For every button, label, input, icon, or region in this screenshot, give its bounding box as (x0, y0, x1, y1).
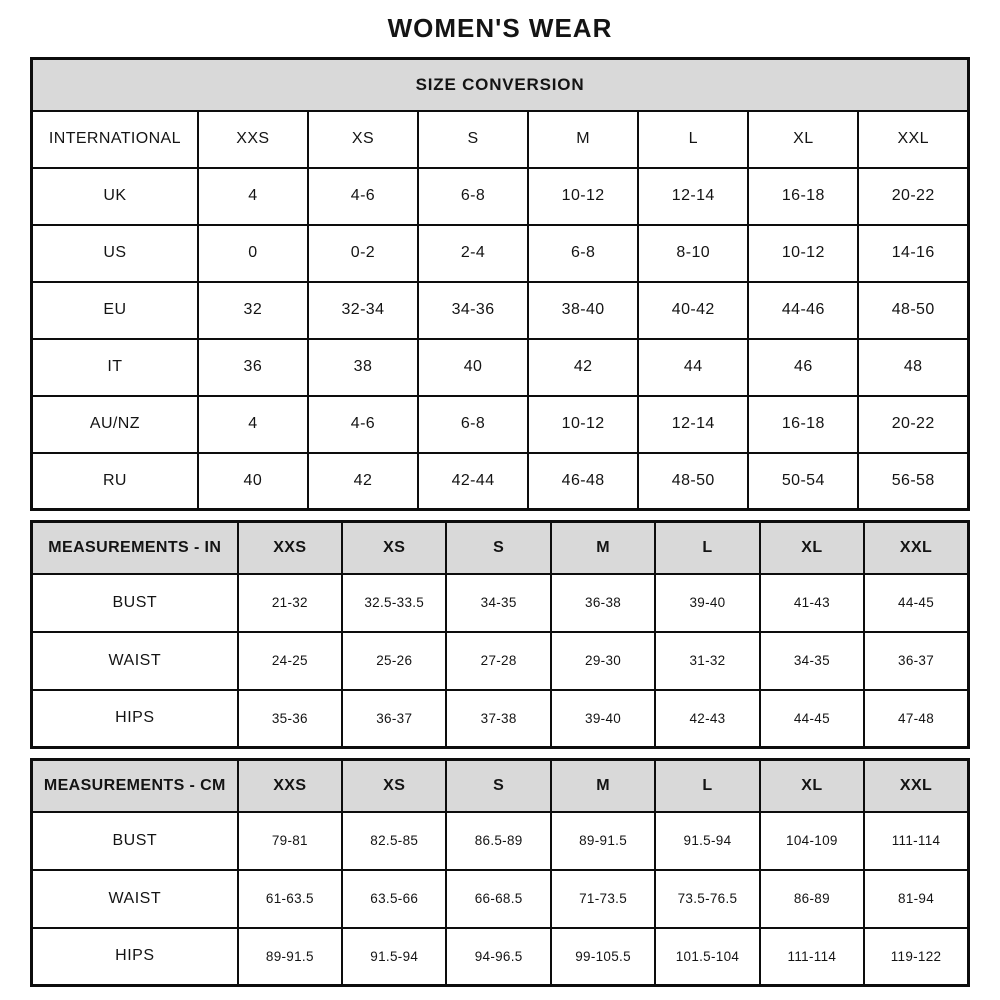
size-value: 48-50 (638, 453, 748, 510)
row-label: RU (32, 453, 198, 510)
size-value: 40 (198, 453, 308, 510)
size-value: 20-22 (858, 396, 968, 453)
spacer (0, 511, 1000, 520)
size-value: 42 (308, 453, 418, 510)
size-conversion-table (30, 57, 970, 511)
table-row (32, 574, 969, 632)
table-row (32, 168, 969, 225)
table-row (32, 453, 969, 510)
table-row (32, 690, 969, 748)
row-label: IT (32, 339, 198, 396)
size-value: 6-8 (418, 396, 528, 453)
size-value: 14-16 (858, 225, 968, 282)
size-value: 4 (198, 396, 308, 453)
measurement-value: 101.5-104 (655, 928, 759, 986)
column-label: XS (308, 111, 418, 168)
measurement-value: 37-38 (446, 690, 550, 748)
row-label: HIPS (32, 928, 238, 986)
measurement-value: 31-32 (655, 632, 759, 690)
size-value: 4 (198, 168, 308, 225)
measurement-value: 119-122 (864, 928, 968, 986)
column-label: M (551, 522, 655, 574)
size-value: 36 (198, 339, 308, 396)
column-label: L (655, 760, 759, 812)
column-label: XXS (238, 760, 342, 812)
title-bar (0, 0, 1000, 57)
column-label: S (446, 760, 550, 812)
size-value: 40-42 (638, 282, 748, 339)
measurement-value: 86-89 (760, 870, 864, 928)
measurement-value: 21-32 (238, 574, 342, 632)
row-label: AU/NZ (32, 396, 198, 453)
column-label: XS (342, 760, 446, 812)
size-value: 34-36 (418, 282, 528, 339)
measurement-value: 36-37 (864, 632, 968, 690)
measurement-value: 94-96.5 (446, 928, 550, 986)
measurement-value: 41-43 (760, 574, 864, 632)
size-value: 12-14 (638, 396, 748, 453)
size-value: 4-6 (308, 168, 418, 225)
measurement-value: 44-45 (760, 690, 864, 748)
column-label: XXL (858, 111, 968, 168)
measurement-value: 86.5-89 (446, 812, 550, 870)
measurement-value: 91.5-94 (342, 928, 446, 986)
table-row (32, 339, 969, 396)
measurement-value: 89-91.5 (551, 812, 655, 870)
measurement-value: 36-37 (342, 690, 446, 748)
size-value: 10-12 (748, 225, 858, 282)
size-value: 38 (308, 339, 418, 396)
measurement-value: 82.5-85 (342, 812, 446, 870)
size-value: 16-18 (748, 168, 858, 225)
measurements-cm-header: MEASUREMENTS - CM (32, 760, 238, 812)
measurement-value: 89-91.5 (238, 928, 342, 986)
measurement-value: 34-35 (760, 632, 864, 690)
size-conversion-header: SIZE CONVERSION (32, 59, 969, 111)
column-label: L (638, 111, 748, 168)
table-row (32, 396, 969, 453)
row-label: HIPS (32, 690, 238, 748)
row-label: WAIST (32, 870, 238, 928)
measurements-in-header: MEASUREMENTS - IN (32, 522, 238, 574)
size-value: 0 (198, 225, 308, 282)
measurement-value: 24-25 (238, 632, 342, 690)
size-value: 46 (748, 339, 858, 396)
size-value: 6-8 (418, 168, 528, 225)
measurement-value: 81-94 (864, 870, 968, 928)
measurement-value: 39-40 (551, 690, 655, 748)
column-labels-row (32, 111, 969, 168)
measurement-value: 104-109 (760, 812, 864, 870)
size-value: 44 (638, 339, 748, 396)
table-header-row (32, 760, 969, 812)
column-label: S (446, 522, 550, 574)
measurement-value: 35-36 (238, 690, 342, 748)
column-label: XL (760, 522, 864, 574)
column-label: M (528, 111, 638, 168)
measurement-value: 47-48 (864, 690, 968, 748)
size-value: 46-48 (528, 453, 638, 510)
size-value: 56-58 (858, 453, 968, 510)
column-label: XXL (864, 760, 968, 812)
measurement-value: 71-73.5 (551, 870, 655, 928)
measurement-value: 73.5-76.5 (655, 870, 759, 928)
measurement-value: 63.5-66 (342, 870, 446, 928)
size-value: 10-12 (528, 396, 638, 453)
measurement-value: 36-38 (551, 574, 655, 632)
size-value: 32 (198, 282, 308, 339)
row-label: BUST (32, 574, 238, 632)
measurements-in-table (30, 520, 970, 749)
column-label: L (655, 522, 759, 574)
row-label: INTERNATIONAL (32, 111, 198, 168)
size-value: 42 (528, 339, 638, 396)
column-label: XL (748, 111, 858, 168)
table-row (32, 632, 969, 690)
measurement-value: 44-45 (864, 574, 968, 632)
table-row (32, 928, 969, 986)
size-value: 12-14 (638, 168, 748, 225)
column-label: M (551, 760, 655, 812)
size-value: 20-22 (858, 168, 968, 225)
size-value: 48-50 (858, 282, 968, 339)
table-row (32, 225, 969, 282)
measurement-value: 25-26 (342, 632, 446, 690)
column-label: S (418, 111, 528, 168)
table-row (32, 812, 969, 870)
measurement-value: 34-35 (446, 574, 550, 632)
row-label: US (32, 225, 198, 282)
table-header-row (32, 59, 969, 111)
size-value: 42-44 (418, 453, 528, 510)
column-label: XS (342, 522, 446, 574)
size-value: 2-4 (418, 225, 528, 282)
measurement-value: 32.5-33.5 (342, 574, 446, 632)
size-value: 32-34 (308, 282, 418, 339)
measurements-cm-table (30, 758, 970, 987)
size-value: 0-2 (308, 225, 418, 282)
size-value: 8-10 (638, 225, 748, 282)
size-value: 48 (858, 339, 968, 396)
measurement-value: 91.5-94 (655, 812, 759, 870)
row-label: BUST (32, 812, 238, 870)
column-label: XXS (238, 522, 342, 574)
page-title: WOMEN'S WEAR (387, 13, 613, 43)
size-value: 44-46 (748, 282, 858, 339)
measurement-value: 66-68.5 (446, 870, 550, 928)
column-label: XXL (864, 522, 968, 574)
size-value: 10-12 (528, 168, 638, 225)
row-label: WAIST (32, 632, 238, 690)
table-row (32, 870, 969, 928)
measurement-value: 42-43 (655, 690, 759, 748)
table-header-row (32, 522, 969, 574)
measurement-value: 79-81 (238, 812, 342, 870)
measurement-value: 39-40 (655, 574, 759, 632)
measurement-value: 111-114 (760, 928, 864, 986)
table-row (32, 282, 969, 339)
size-value: 40 (418, 339, 528, 396)
measurement-value: 27-28 (446, 632, 550, 690)
spacer (0, 749, 1000, 758)
measurement-value: 29-30 (551, 632, 655, 690)
column-label: XXS (198, 111, 308, 168)
measurement-value: 111-114 (864, 812, 968, 870)
size-value: 38-40 (528, 282, 638, 339)
row-label: UK (32, 168, 198, 225)
column-label: XL (760, 760, 864, 812)
size-value: 4-6 (308, 396, 418, 453)
size-value: 6-8 (528, 225, 638, 282)
size-value: 50-54 (748, 453, 858, 510)
size-value: 16-18 (748, 396, 858, 453)
row-label: EU (32, 282, 198, 339)
measurement-value: 61-63.5 (238, 870, 342, 928)
measurement-value: 99-105.5 (551, 928, 655, 986)
